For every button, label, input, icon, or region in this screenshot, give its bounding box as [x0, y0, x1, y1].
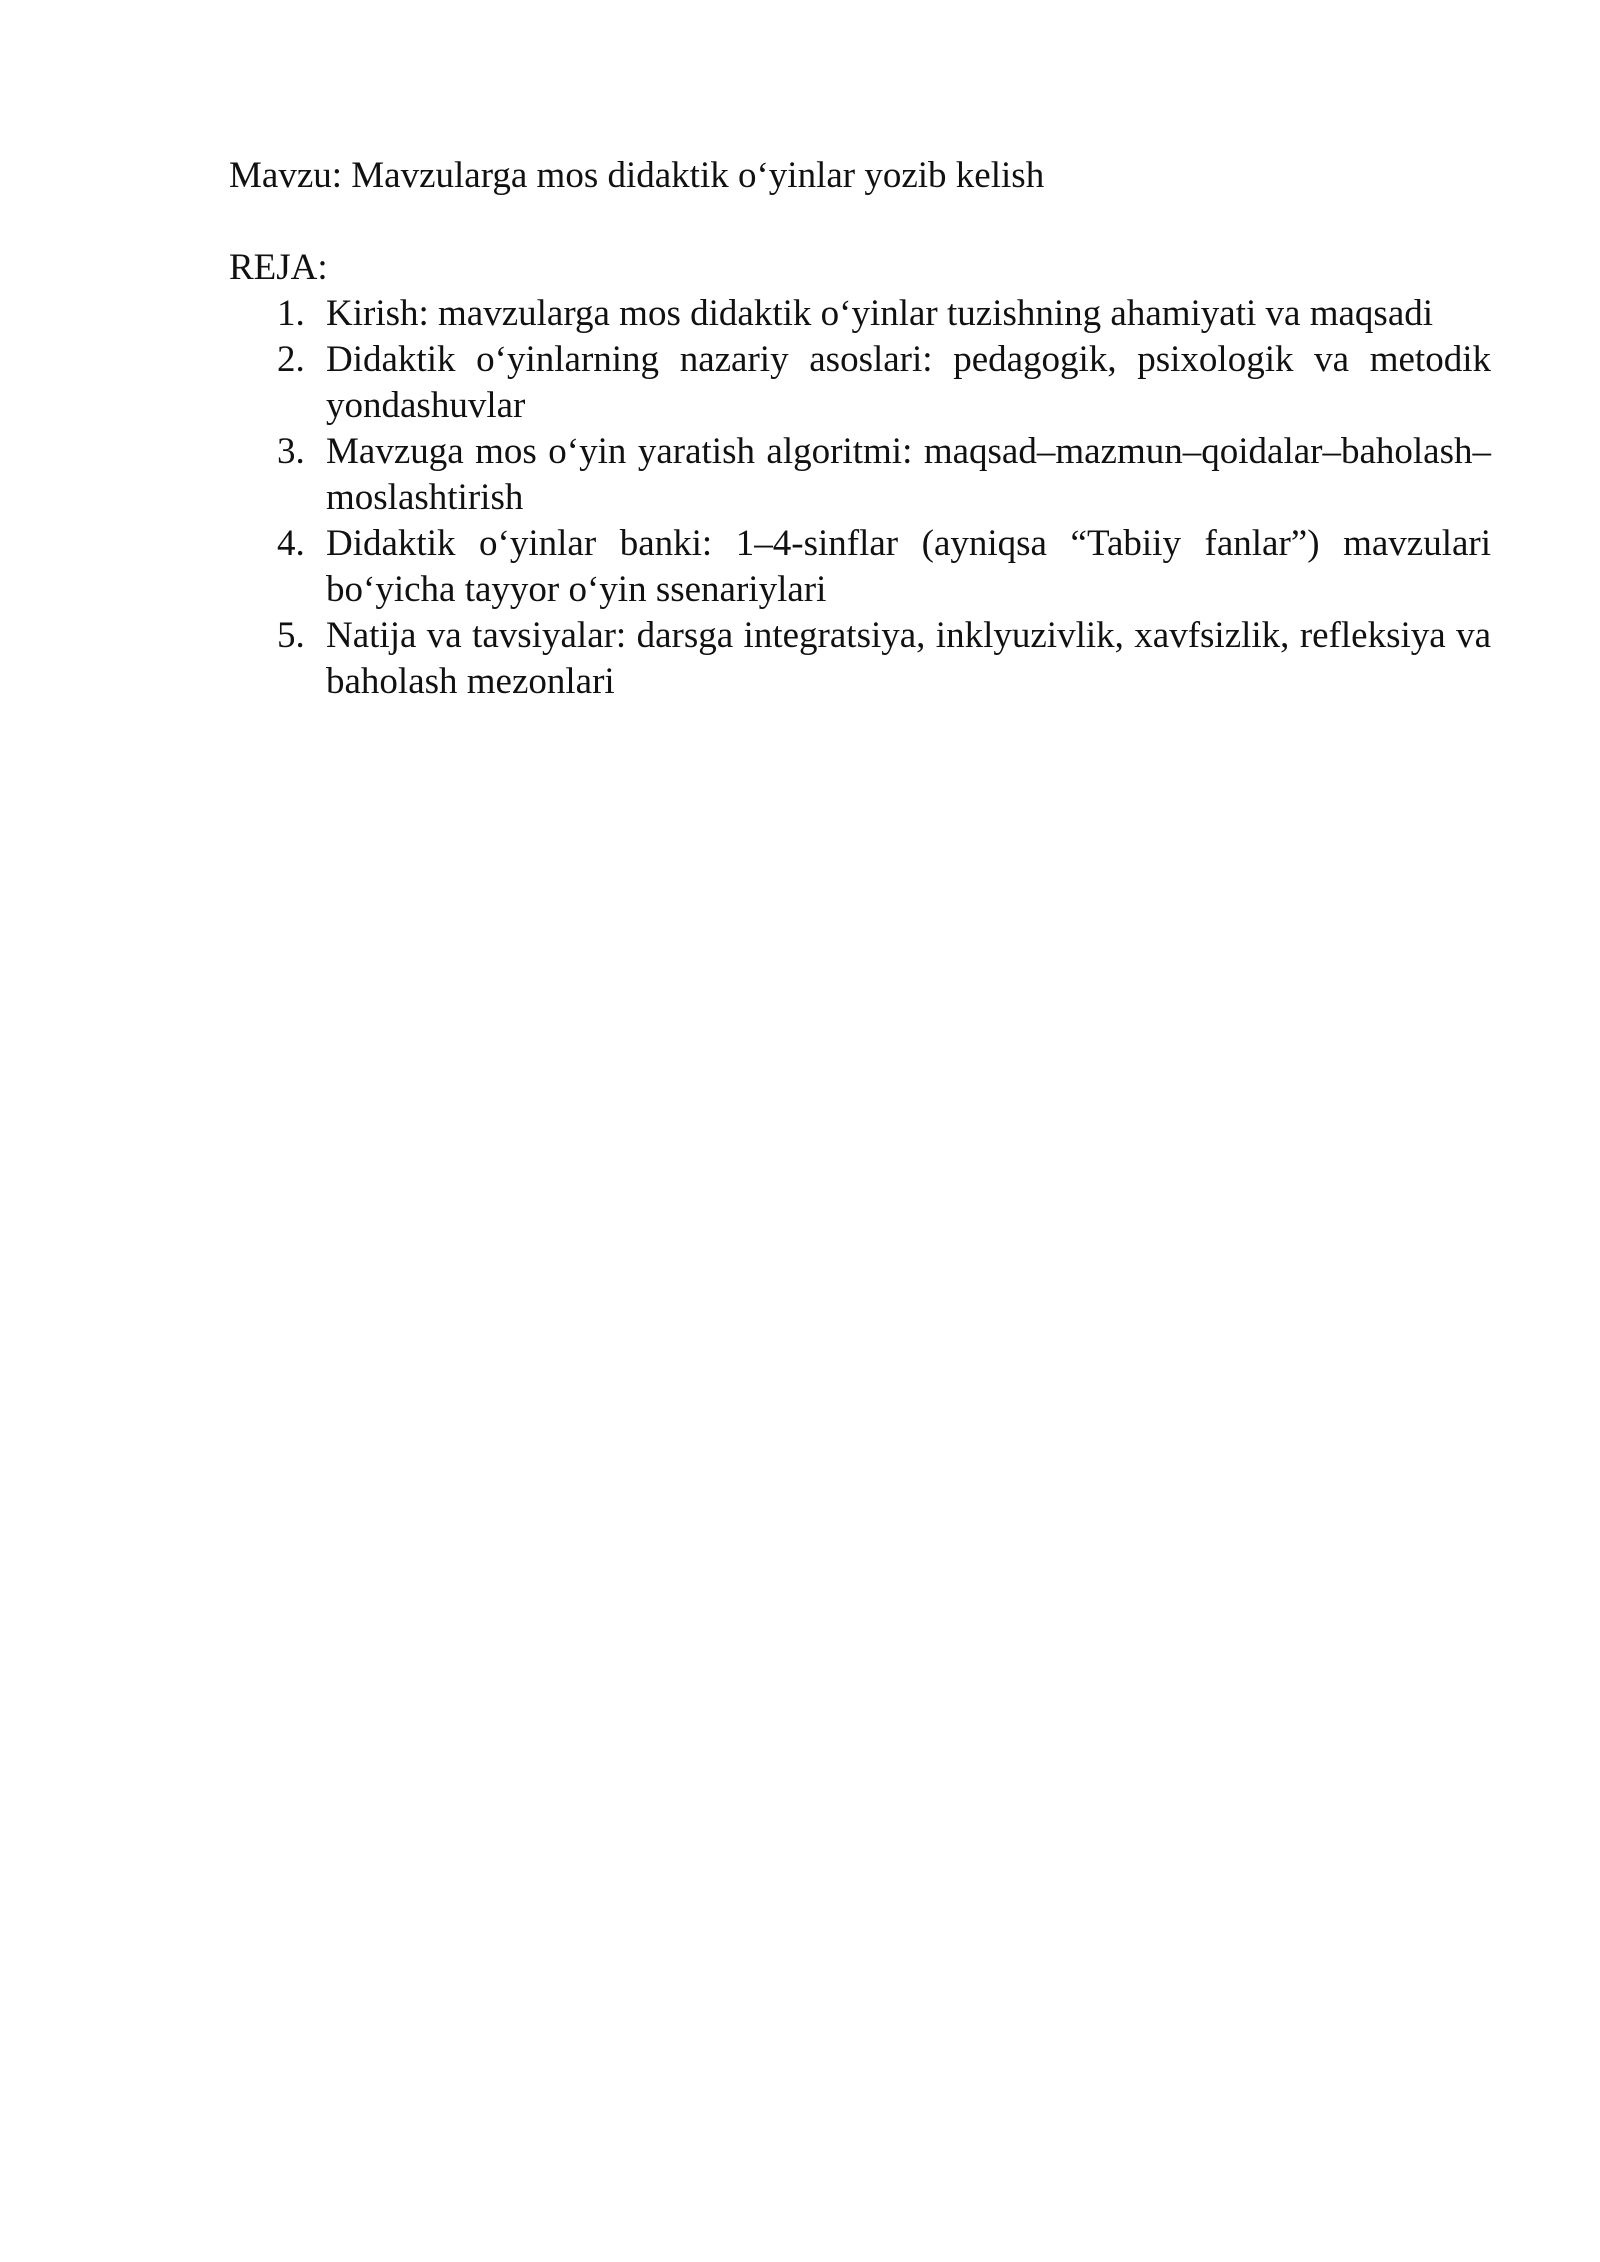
plan-item-number: 2. — [277, 339, 305, 380]
plan-item — [229, 337, 1491, 429]
plan-item-text: Didaktik o‘yinlar banki: 1–4-sinflar (ayniqsa “Tabiiy fanlar”) mavzulari bo‘yicha tayyor o‘yin ssenariylari — [326, 523, 1491, 610]
document-content — [229, 153, 1491, 705]
plan-heading: REJA: — [229, 247, 328, 288]
plan-item-text: Mavzuga mos o‘yin yaratish algoritmi: maqsad–mazmun–qoidalar–baholash–moslashtirish — [326, 431, 1491, 518]
plan-item-number: 3. — [277, 431, 305, 472]
plan-item — [229, 291, 1491, 337]
plan-item-text: Kirish: mavzularga mos didaktik o‘yinlar tuzishning ahamiyati va maqsadi — [326, 293, 1434, 334]
plan-item-number: 4. — [277, 523, 305, 564]
plan-item-text: Natija va tavsiyalar: darsga integratsiya, inklyuzivlik, xavfsizlik, refleksiya va baholash mezonlari — [326, 615, 1491, 702]
topic-line: Mavzu: Mavzularga mos didaktik o‘yinlar yozib kelish — [229, 155, 1045, 196]
plan-item-number: 5. — [277, 615, 305, 656]
plan-item — [229, 429, 1491, 521]
plan-item-text: Didaktik o‘yinlarning nazariy asoslari: pedagogik, psixologik va metodik yondashuvlar — [326, 339, 1491, 426]
plan-item-number: 1. — [277, 293, 305, 334]
plan-list — [229, 291, 1491, 705]
plan-item — [229, 613, 1491, 705]
plan-item — [229, 521, 1491, 613]
